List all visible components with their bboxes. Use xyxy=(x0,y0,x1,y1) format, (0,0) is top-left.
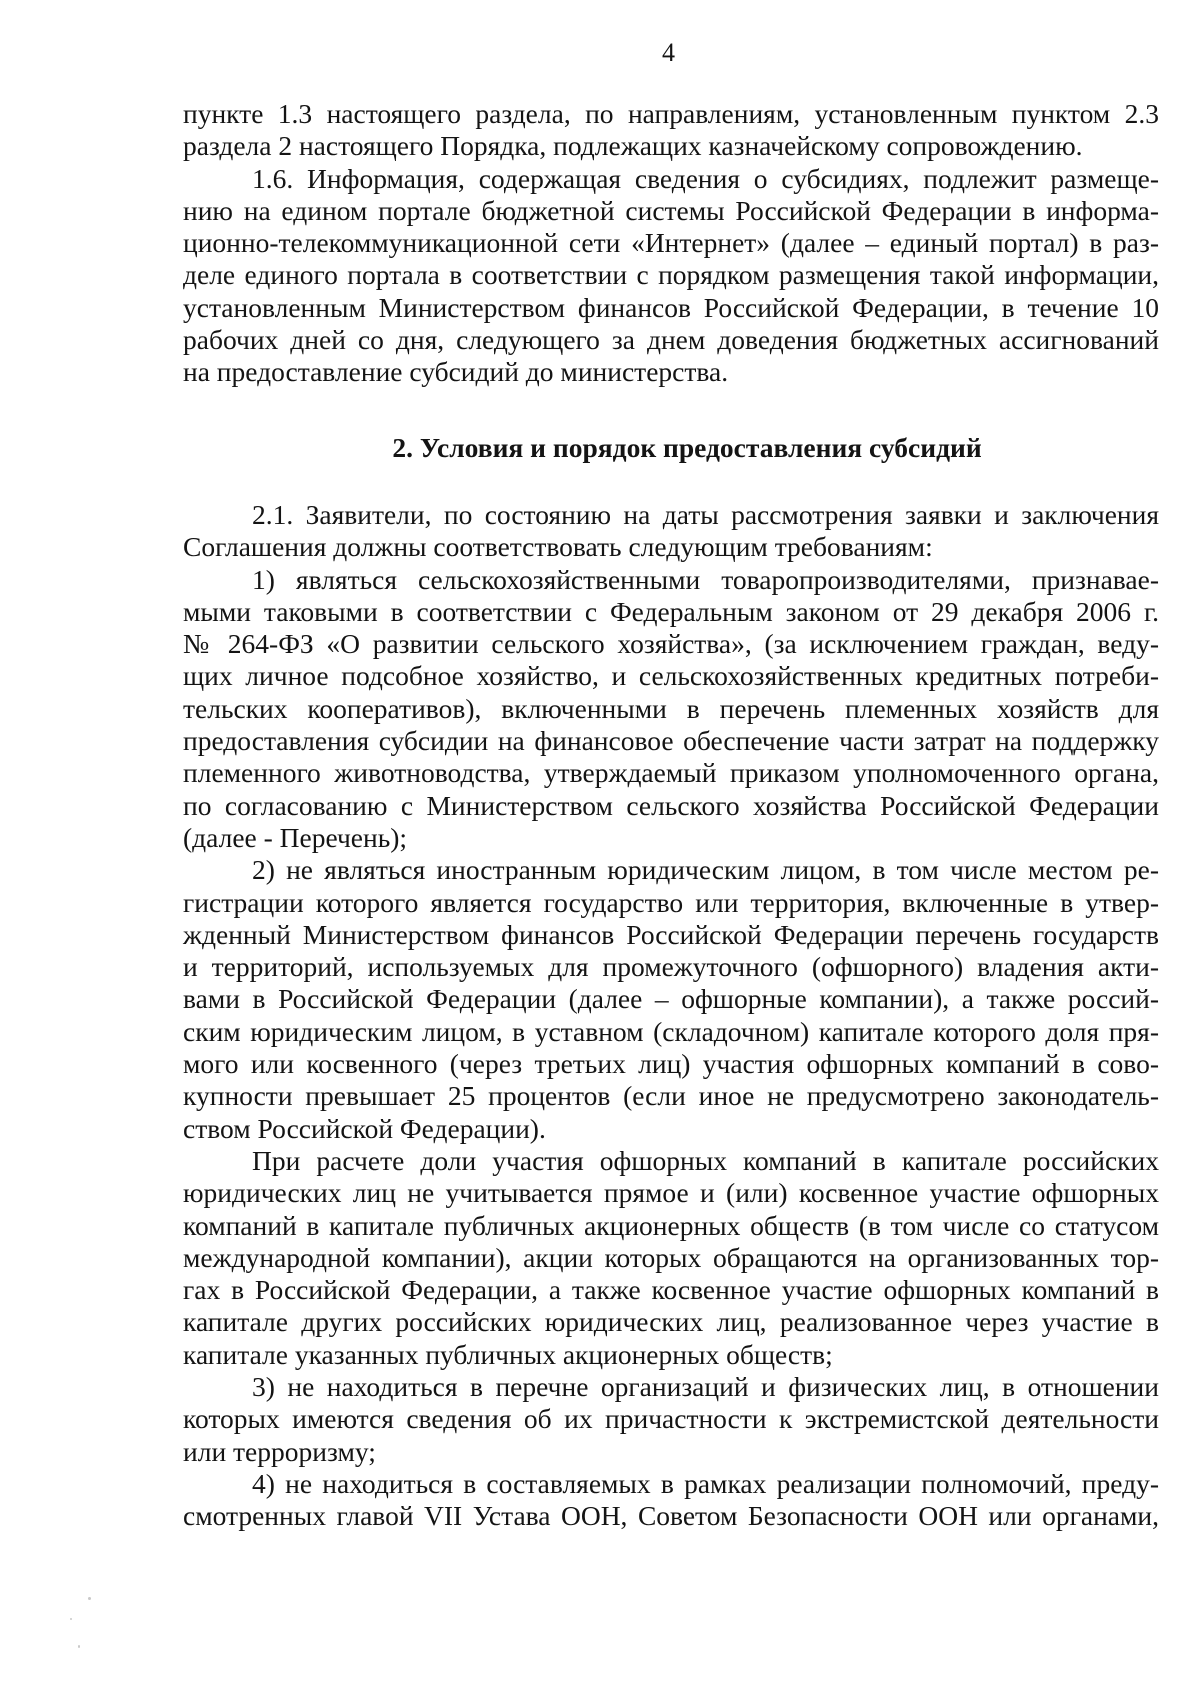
text-line: предоставления субсидии на финансовое обеспечение части затрат на поддержку xyxy=(183,725,1159,757)
scan-speck xyxy=(70,1618,72,1620)
text-line: международной компании), акции которых обращаются на организованных тор- xyxy=(183,1241,1159,1273)
text-line: 1.6. Информация, содержащая сведения о субсидиях, подлежит размеще- xyxy=(252,162,1159,194)
paragraph-block-section-2 xyxy=(183,499,1159,1533)
text-line: ским юридическим лицом, в уставном (складочном) капитале которого доля пря- xyxy=(183,1015,1159,1047)
text-line: купности превышает 25 процентов (если иное не предусмотрено законодатель- xyxy=(183,1080,1159,1112)
text-line: деле единого портала в соответствии с порядком размещения такой информации, xyxy=(183,259,1159,291)
section-heading: 2. Условия и порядок предоставления субсидий xyxy=(392,432,982,463)
text-line: щих личное подсобное хозяйство, и сельскохозяйственных кредитных потреби- xyxy=(183,660,1159,692)
text-line: мыми таковыми в соответствии с Федеральным законом от 29 декабря 2006 г. xyxy=(183,595,1159,627)
scan-speck xyxy=(88,1597,91,1600)
text-line: или терроризму; xyxy=(183,1435,376,1467)
text-line: капитале других российских юридических лиц, реализованное через участие в xyxy=(183,1306,1159,1338)
text-line: смотренных главой VII Устава ООН, Советом Безопасности ООН или органами, xyxy=(183,1500,1159,1532)
text-line: по согласованию с Министерством сельского хозяйства Российской Федерации xyxy=(183,789,1159,821)
text-line: 3) не находиться в перечне организаций и физических лиц, в отношении xyxy=(252,1371,1159,1403)
scan-speck xyxy=(78,1645,80,1648)
text-line: гах в Российской Федерации, а также косвенное участие офшорных компаний в xyxy=(183,1274,1159,1306)
text-line: племенного животноводства, утверждаемый приказом уполномоченного органа, xyxy=(183,757,1159,789)
text-line: (далее - Перечень); xyxy=(183,821,408,853)
page-number: 4 xyxy=(662,38,675,67)
text-line: ством Российской Федерации). xyxy=(183,1112,546,1144)
text-line: гистрации которого является государство или территория, включенные в утвер- xyxy=(183,886,1159,918)
text-line: ционно-телекоммуникационной сети «Интернет» (далее – единый портал) в раз- xyxy=(183,227,1159,259)
text-line: Соглашения должны соответствовать следующим требованиям: xyxy=(183,531,933,563)
text-line: юридических лиц не учитывается прямое и (или) косвенное участие офшорных xyxy=(183,1177,1159,1209)
text-line: тельских кооперативов), включенными в перечень племенных хозяйств для xyxy=(183,692,1159,724)
text-line: № 264-ФЗ «О развитии сельского хозяйства», (за исключением граждан, веду- xyxy=(183,628,1159,660)
text-line: капитале указанных публичных акционерных обществ; xyxy=(183,1338,833,1370)
text-line: 2.1. Заявители, по состоянию на даты рассмотрения заявки и заключения xyxy=(252,499,1159,530)
text-line: и территорий, используемых для промежуточного (офшорного) владения акти- xyxy=(183,951,1159,983)
text-line: жденный Министерством финансов Российской Федерации перечень государств xyxy=(183,918,1159,950)
text-line: рабочих дней со дня, следующего за днем доведения бюджетных ассигнований xyxy=(183,324,1159,356)
text-line: которых имеются сведения об их причастности к экстремистской деятельности xyxy=(183,1403,1159,1435)
text-line: пункте 1.3 настоящего раздела, по направлениям, установленным пунктом 2.3 xyxy=(183,98,1159,129)
text-line: мого или косвенного (через третьих лиц) участия офшорных компаний в сово- xyxy=(183,1048,1159,1080)
text-line: вами в Российской Федерации (далее – офшорные компании), а также россий- xyxy=(183,983,1159,1015)
text-line: раздела 2 настоящего Порядка, подлежащих казначейскому сопровождению. xyxy=(183,130,1083,162)
text-line: 2) не являться иностранным юридическим лицом, в том числе местом ре- xyxy=(252,854,1159,886)
text-line: нию на едином портале бюджетной системы Российской Федерации в информа- xyxy=(183,194,1159,226)
text-line: установленным Министерством финансов Российской Федерации, в течение 10 xyxy=(183,291,1159,323)
text-line: 4) не находиться в составляемых в рамках реализации полномочий, преду- xyxy=(252,1467,1159,1499)
text-line: на предоставление субсидий до министерства. xyxy=(183,356,729,388)
paragraph-block-section-1 xyxy=(183,98,1159,389)
text-line: 1) являться сельскохозяйственными товаропроизводителями, признавае- xyxy=(252,563,1159,595)
text-line: компаний в капитале публичных акционерных обществ (в том числе со статусом xyxy=(183,1209,1159,1241)
text-line: При расчете доли участия офшорных компаний в капитале российских xyxy=(252,1144,1159,1176)
